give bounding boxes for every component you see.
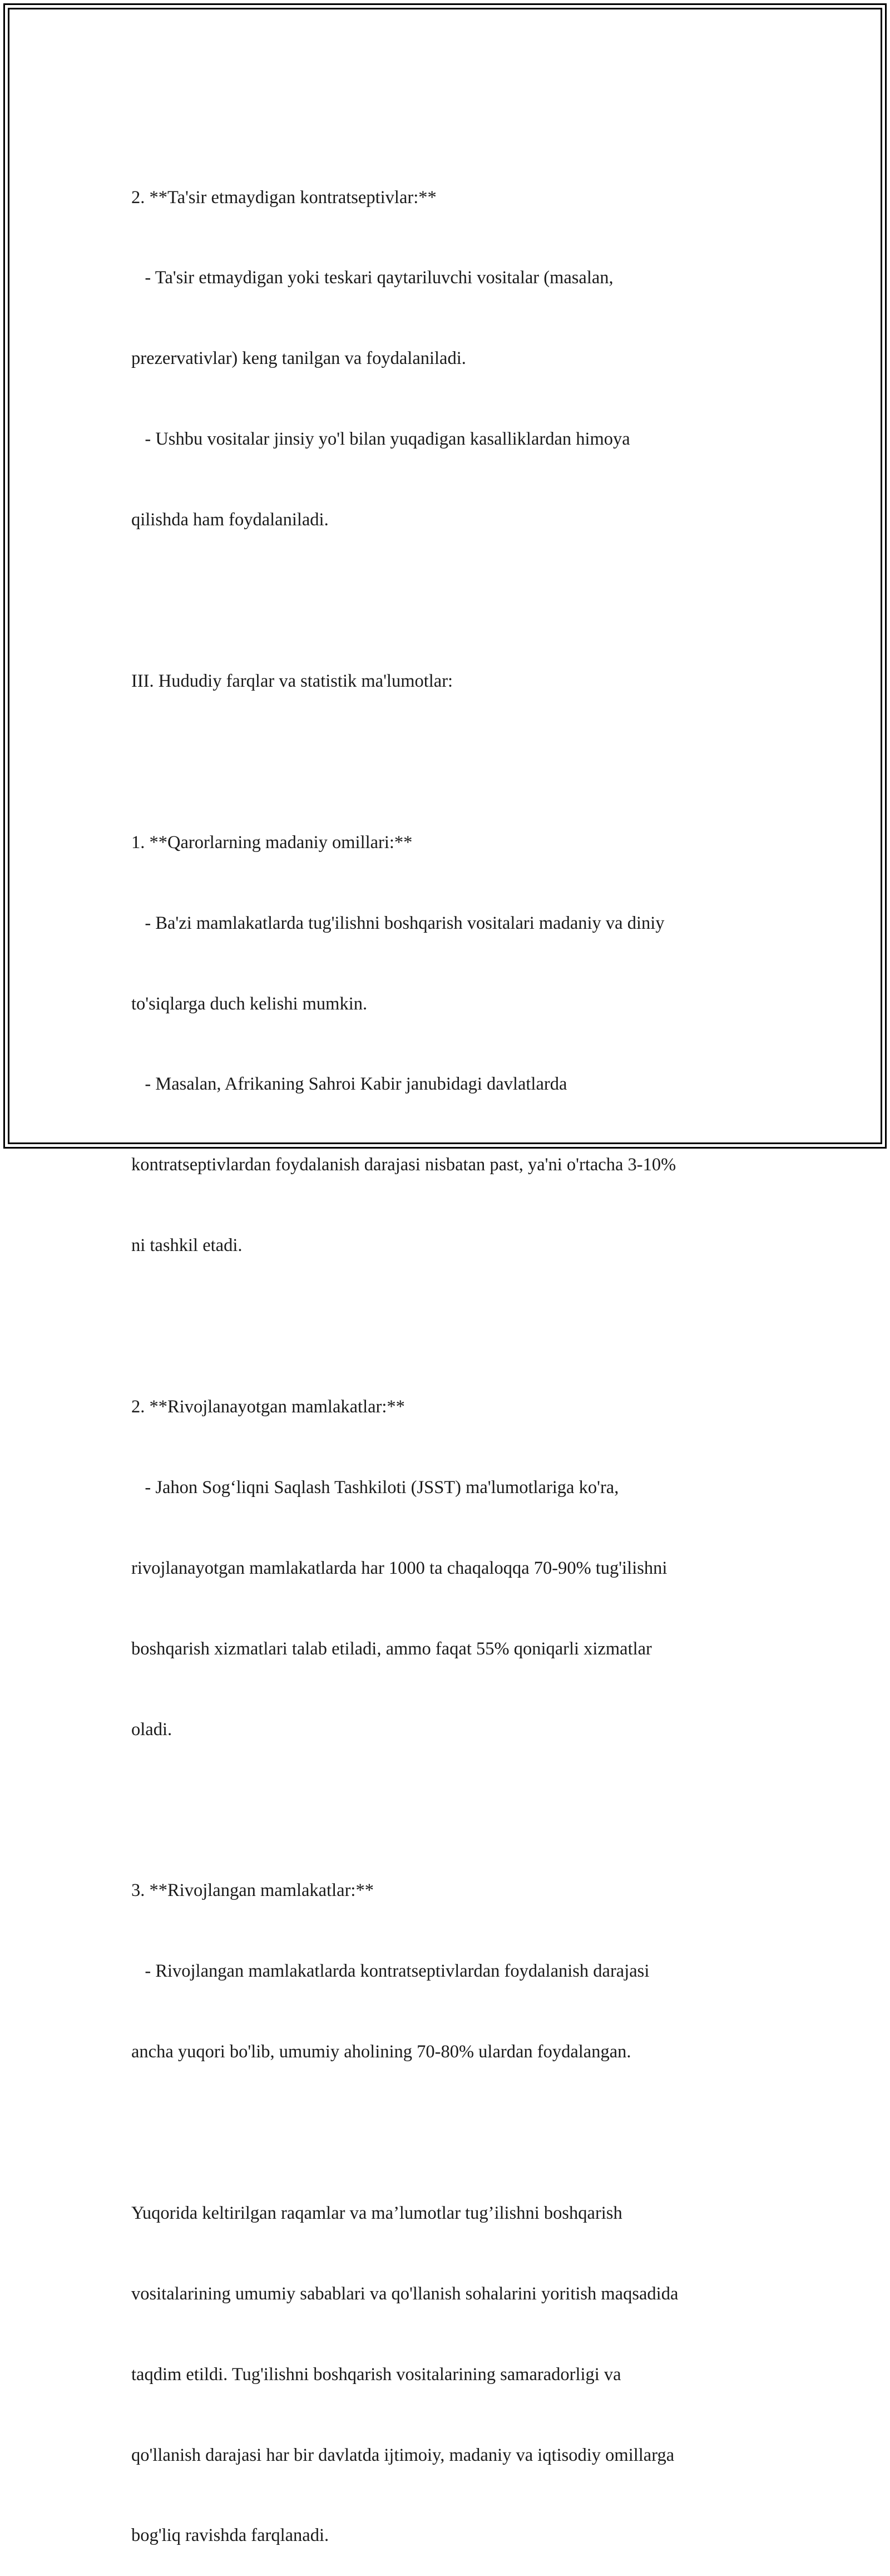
section-heading: 1. **Qarorlarning madaniy omillari:** xyxy=(131,832,413,853)
blank-line xyxy=(131,748,760,775)
blank-line xyxy=(131,587,760,614)
text-line: qo'llanish darajasi har bir davlatda ijtimoiy, madaniy va iqtisodiy omillarga xyxy=(131,2445,675,2465)
text-line: rivojlanayotgan mamlakatlarda har 1000 ta chaqaloqqa 70-90% tug'ilishni xyxy=(131,1558,668,1578)
text-line: bog'liq ravishda farqlanadi. xyxy=(131,2525,329,2546)
text-line: ni tashkil etadi. xyxy=(131,1235,243,1256)
blank-line xyxy=(131,1796,760,1823)
text-line: taqdim etildi. Tug'ilishni boshqarish vositalarining samaradorligi va xyxy=(131,2364,621,2385)
document-body xyxy=(131,130,760,2576)
text-line: boshqarish xizmatlari talab etiladi, ammo faqat 55% qoniqarli xizmatlar xyxy=(131,1638,652,1659)
text-line: - Ta'sir etmaydigan yoki teskari qaytariluvchi vositalar (masalan, xyxy=(131,268,614,288)
text-line: kontratseptivlardan foydalanish darajasi nisbatan past, ya'ni o'rtacha 3-10% xyxy=(131,1155,676,1175)
text-line: Yuqorida keltirilgan raqamlar va ma’lumotlar tug’ilishni boshqarish xyxy=(131,2203,622,2223)
text-line: prezervativlar) keng tanilgan va foydalaniladi. xyxy=(131,348,466,369)
text-line: - Ba'zi mamlakatlarda tug'ilishni boshqarish vositalari madaniy va diniy xyxy=(131,913,665,933)
text-line: oladi. xyxy=(131,1719,172,1740)
section-heading: 2. **Ta'sir etmaydigan kontratseptivlar:** xyxy=(131,187,437,208)
text-line: - Jahon Sog‘liqni Saqlash Tashkiloti (JSST) ma'lumotlariga ko'ra, xyxy=(131,1477,619,1498)
section-heading: 2. **Rivojlanayotgan mamlakatlar:** xyxy=(131,1396,405,1417)
blank-line xyxy=(131,2119,760,2146)
text-line: - Masalan, Afrikaning Sahroi Kabir janubidagi davlatlarda xyxy=(131,1074,567,1095)
text-line: qilishda ham foydalaniladi. xyxy=(131,510,329,530)
text-line: - Rivojlangan mamlakatlarda kontratseptivlardan foydalanish darajasi xyxy=(131,1961,650,1982)
text-line: vositalarining umumiy sabablari va qo'llanish sohalarini yoritish maqsadida xyxy=(131,2283,679,2304)
text-line: - Ushbu vositalar jinsiy yo'l bilan yuqadigan kasalliklardan himoya xyxy=(131,429,630,450)
chapter-heading: III. Hududiy farqlar va statistik ma'lumotlar: xyxy=(131,671,453,691)
text-line: to'siqlarga duch kelishi mumkin. xyxy=(131,993,368,1014)
blank-line xyxy=(131,1313,760,1339)
text-line: ancha yuqori bo'lib, umumiy aholining 70-80% ulardan foydalangan. xyxy=(131,2042,631,2062)
section-heading: 3. **Rivojlangan mamlakatlar:** xyxy=(131,1880,374,1901)
